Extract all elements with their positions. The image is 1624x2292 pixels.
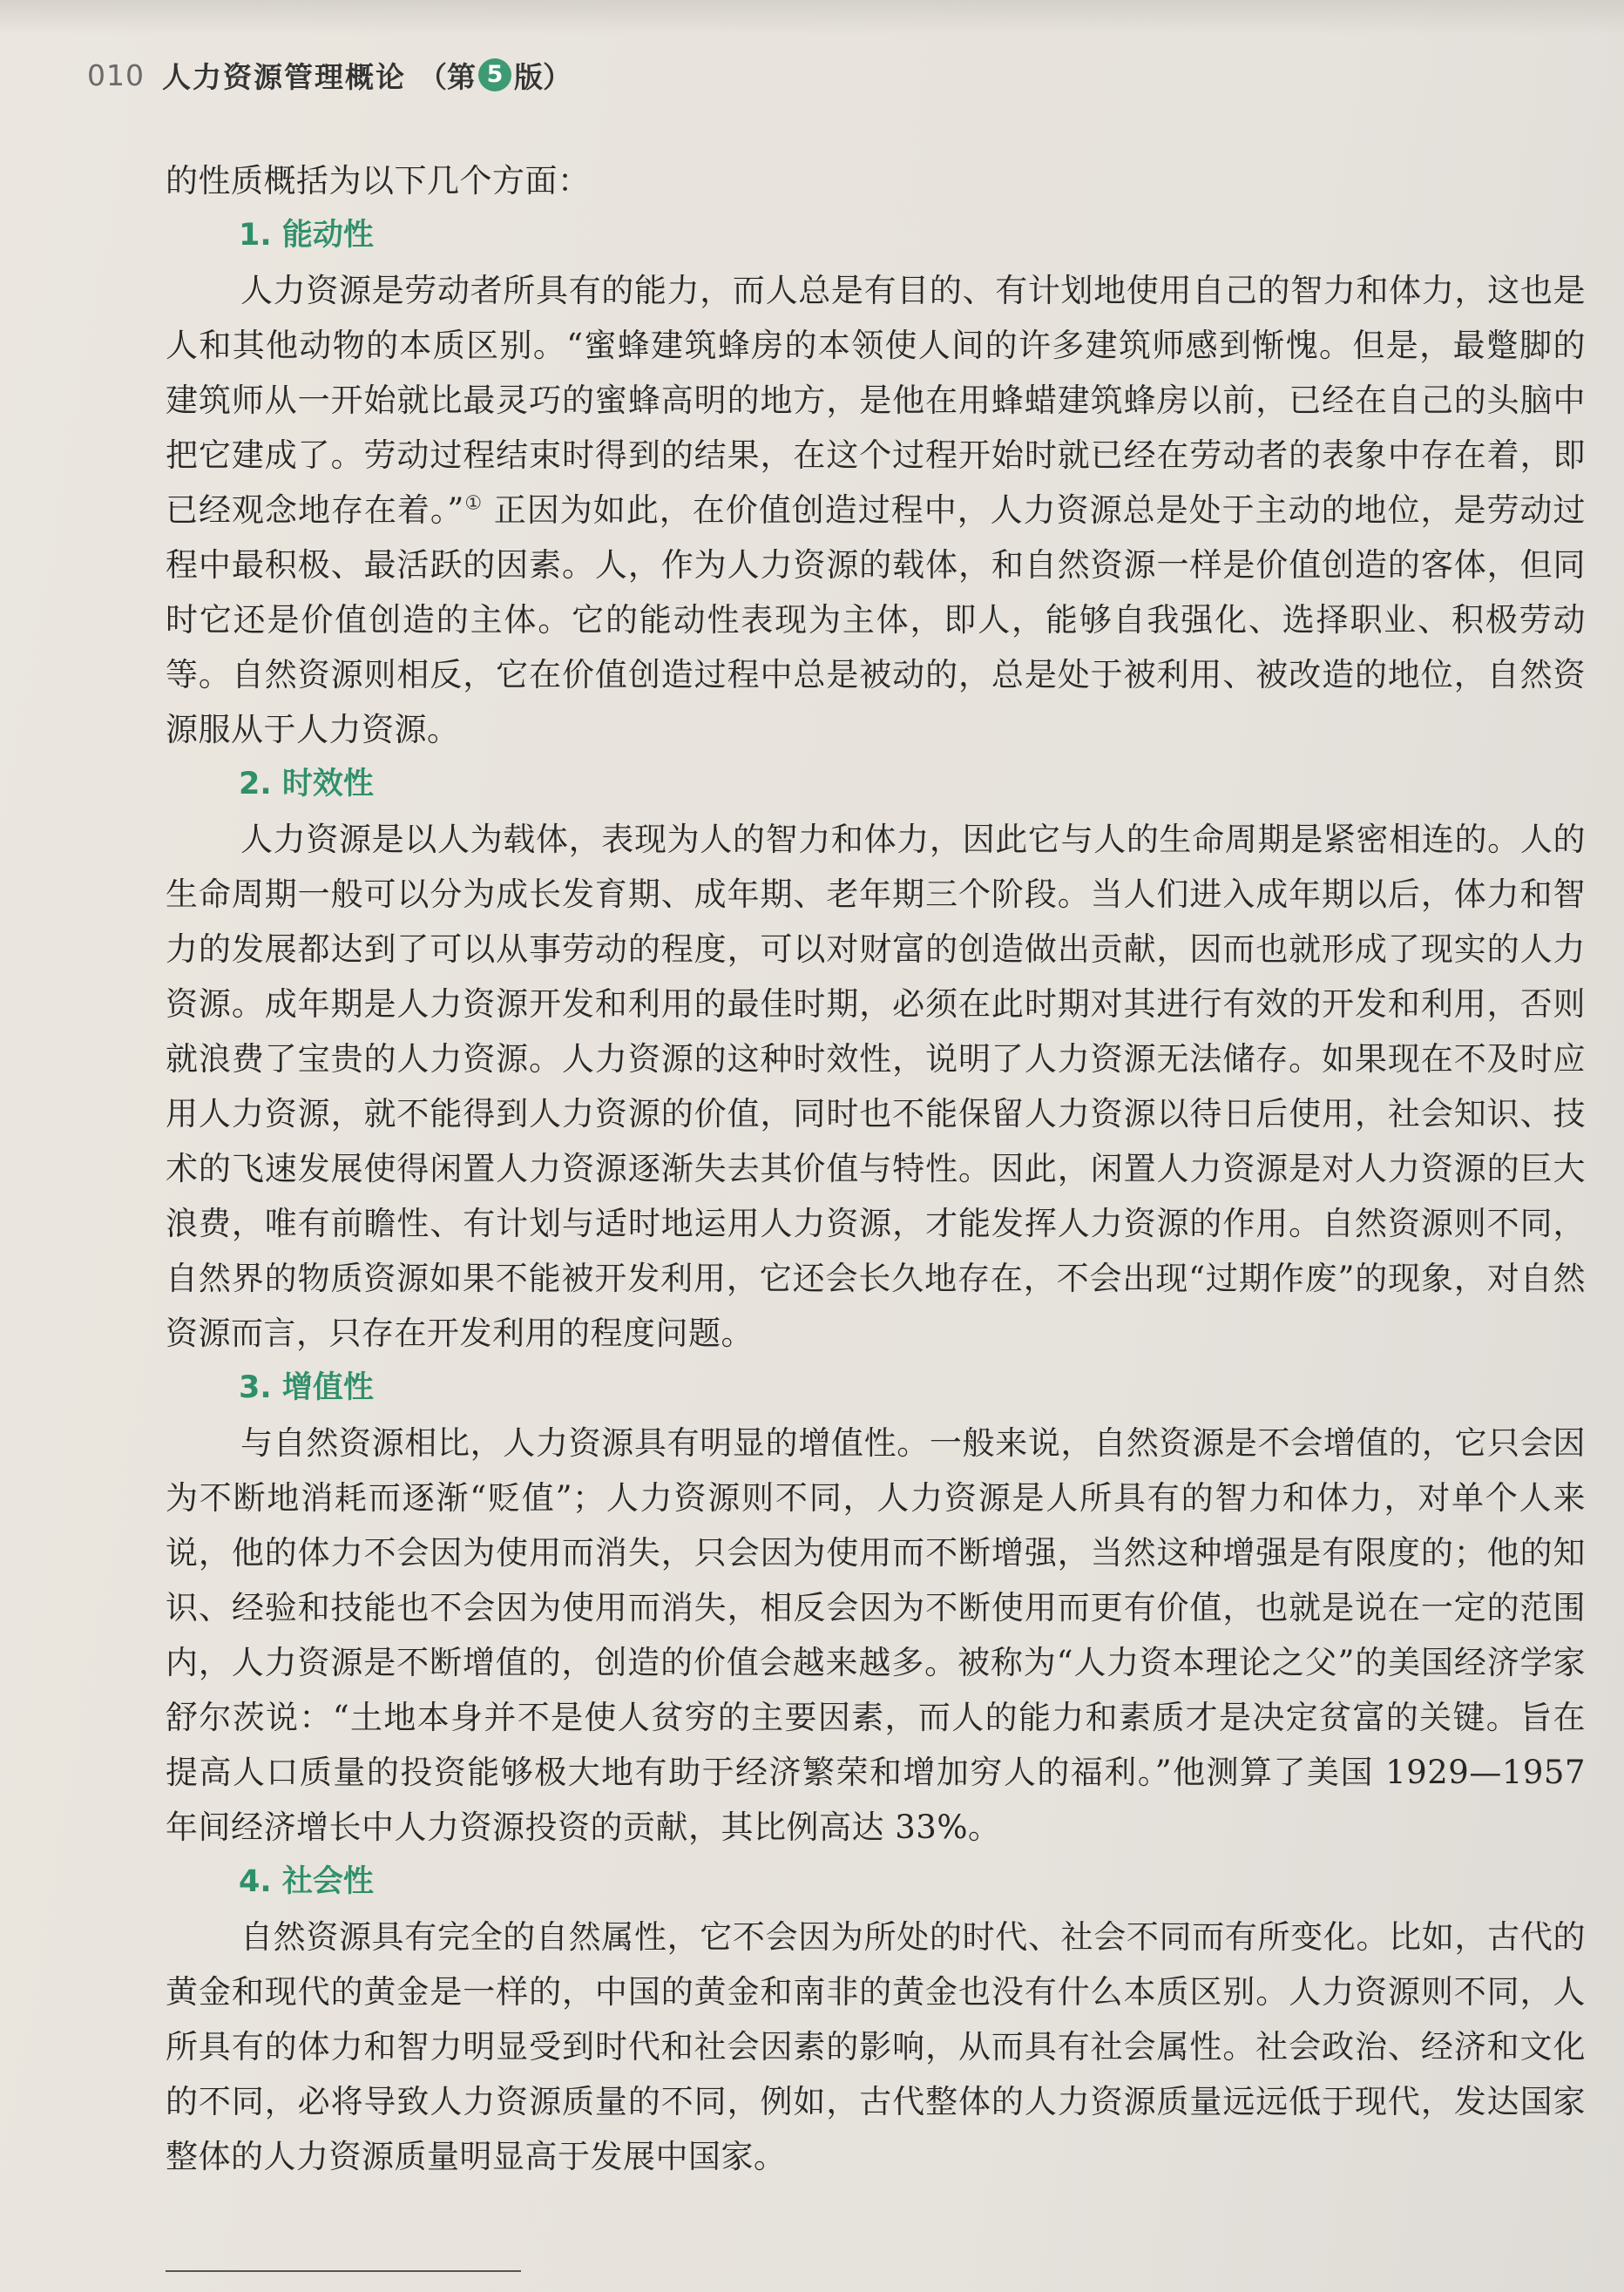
section-paragraph: 人力资源是以人为载体，表现为人的智力和体力，因此它与人的生命周期是紧密相连的。人的生命周期一般可以分为成长发育期、成年期、老年期三个阶段。当人们进入成年期以后，体力和智力的发展都达到了可以从事劳动的程度，可以对财富的创造做出贡献，因而也就形成了现实的人力资源。成年期是人力资源开发和利用的最佳时期，必须在此时期对其进行有效的开发和利用，否则就浪费了宝贵的人力资源。人力资源的这种时效性，说明了人力资源无法储存。如果现在不及时应用人力资源，就不能得到人力资源的价值，同时也不能保留人力资源以待日后使用，社会知识、技术的飞速发展使得闲置人力资源逐渐失去其价值与特性。因此，闲置人力资源是对人力资源的巨大浪费，唯有前瞻性、有计划与适时地运用人力资源，才能发挥人力资源的作用。自然资源则不同，自然界的物质资源如果不能被开发利用，它还会长久地存在，不会出现“过期作废”的现象，对自然资源而言，只存在开发利用的程度问题。 <box>166 821 1586 1352</box>
section-heading-agency: 1. 能动性 <box>239 218 374 253</box>
edition-suffix: 版） <box>514 59 572 94</box>
footnote-reference: ① <box>464 492 484 515</box>
intro-line: 的性质概括为以下几个方面： <box>166 162 591 199</box>
edition-number-badge: 5 <box>478 58 511 91</box>
quote-text: 人力资源是劳动者所具有的能力，而人总是有目的、有计划地使用自己的智力和体力，这也是人和其他动物的本质区别。“蜜蜂建筑蜂房的本领使人间的许多建筑师感到惭愧。但是，最蹩脚的建筑师从一开始就比最灵巧的蜜蜂高明的地方，是他在用蜂蜡建筑蜂房以前，已经在自己的头脑中把它建成了。劳动过程结束时得到的结果，在这个过程开始时就已经在劳动者的表象中存在着，即已经观念地存在着。” <box>166 272 1586 529</box>
running-header <box>87 51 572 99</box>
book-title: 人力资源管理概论 <box>162 59 406 94</box>
section-heading-sociality: 4. 社会性 <box>239 1864 374 1899</box>
edition-label <box>418 55 572 96</box>
page-number: 010 <box>87 57 145 92</box>
page-body <box>166 153 1586 2184</box>
page-top-shadow <box>0 0 1624 35</box>
footnote-divider <box>166 2270 521 2272</box>
section-heading-timeliness: 2. 时效性 <box>239 767 374 801</box>
edition-prefix: （第 <box>418 59 476 94</box>
section-heading-appreciation: 3. 增值性 <box>239 1370 374 1405</box>
section-paragraph <box>166 263 1586 757</box>
section-paragraph: 自然资源具有完全的自然属性，它不会因为所处的时代、社会不同而有所变化。比如，古代的黄金和现代的黄金是一样的，中国的黄金和南非的黄金也没有什么本质区别。人力资源则不同，人所具有的体力和智力明显受到时代和社会因素的影响，从而具有社会属性。社会政治、经济和文化的不同，必将导致人力资源质量的不同，例如，古代整体的人力资源质量远远低于现代，发达国家整体的人力资源质量明显高于发展中国家。 <box>166 1918 1586 2175</box>
quote-continuation: 正因为如此，在价值创造过程中，人力资源总是处于主动的地位，是劳动过程中最积极、最活跃的因素。人，作为人力资源的载体，和自然资源一样是价值创造的客体，但同时它还是价值创造的主体。它的能动性表现为主体，即人，能够自我强化、选择职业、积极劳动等。自然资源则相反，它在价值创造过程中总是被动的，总是处于被利用、被改造的地位，自然资源服从于人力资源。 <box>166 491 1587 748</box>
section-paragraph: 与自然资源相比，人力资源具有明显的增值性。一般来说，自然资源是不会增值的，它只会因为不断地消耗而逐渐“贬值”；人力资源则不同，人力资源是人所具有的智力和体力，对单个人来说，他的体力不会因为使用而消失，只会因为使用而不断增强，当然这种增强是有限度的；他的知识、经验和技能也不会因为使用而消失，相反会因为不断使用而更有价值，也就是说在一定的范围内，人力资源是不断增值的，创造的价值会越来越多。被称为“人力资本理论之父”的美国经济学家舒尔茨说：“土地本身并不是使人贫穷的主要因素，而人的能力和素质才是决定贫富的关键。旨在提高人口质量的投资能够极大地有助于经济繁荣和增加穷人的福利。”他测算了美国 1929—1957 年间经济增长中人力资源投资的贡献，其比例高达 33%。 <box>166 1424 1586 1846</box>
